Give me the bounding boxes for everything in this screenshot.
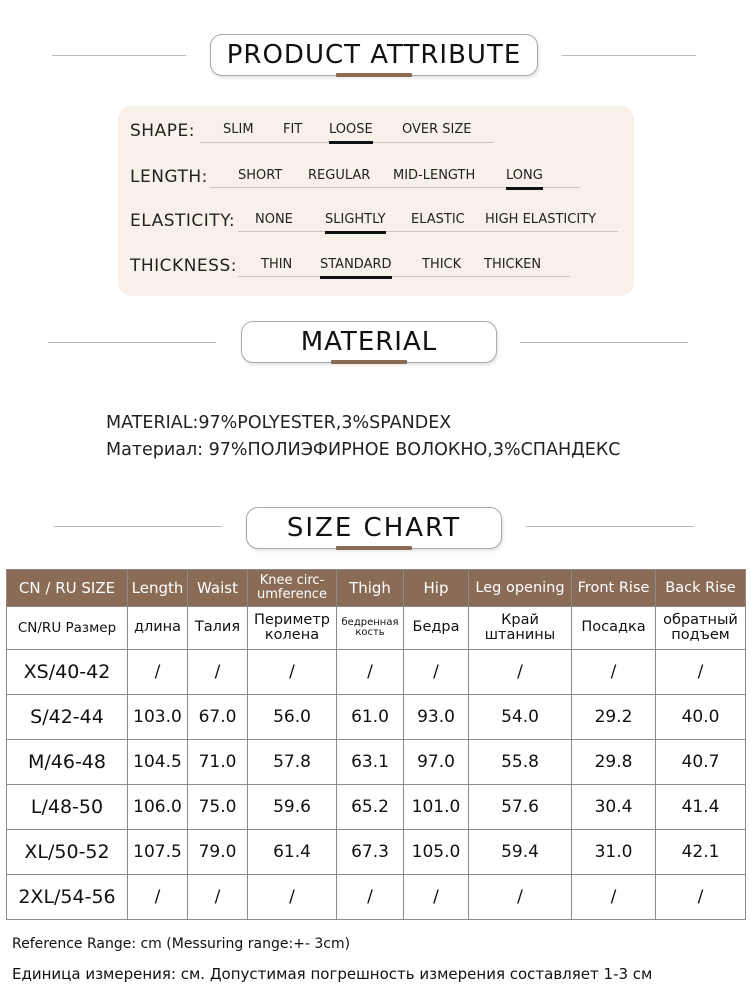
measurement-cell: 67.3	[337, 830, 404, 875]
heading-accent-bar	[336, 546, 412, 550]
measurement-cell: 104.5	[128, 740, 188, 785]
option-loose-selected: LOOSE	[329, 122, 373, 137]
option-mid-length: MID-LENGTH	[393, 168, 476, 183]
size-cell: L/48-50	[7, 785, 128, 830]
table-row	[7, 830, 746, 875]
header-cell-back-rise: Back Rise	[656, 570, 746, 607]
attribute-label-length: LENGTH:	[130, 167, 208, 187]
option-elastic: ELASTIC	[411, 212, 465, 227]
measurement-cell: /	[572, 650, 656, 695]
size-chart-table	[6, 569, 746, 920]
measurement-cell: /	[572, 875, 656, 920]
header-cell-thigh: Thigh	[337, 570, 404, 607]
measurement-cell: 67.0	[188, 695, 248, 740]
measurement-cell: /	[337, 650, 404, 695]
option-slim: SLIM	[223, 122, 254, 137]
measurement-cell: /	[656, 650, 746, 695]
measurement-cell: /	[188, 650, 248, 695]
measurement-cell: /	[404, 650, 469, 695]
table-row	[7, 785, 746, 830]
header-cell-size-ru: CN/RU Размер	[7, 607, 128, 650]
heading-accent-bar	[336, 73, 412, 77]
option-fit: FIT	[283, 122, 303, 137]
measurement-cell: 40.0	[656, 695, 746, 740]
measurement-cell: 105.0	[404, 830, 469, 875]
header-cell-length-ru: длина	[128, 607, 188, 650]
measurement-cell: /	[469, 650, 572, 695]
measurement-cell: 30.4	[572, 785, 656, 830]
header-cell-knee-ru: Периметр колена	[248, 607, 337, 650]
measurement-cell: 93.0	[404, 695, 469, 740]
attribute-label-elasticity: ELASTICITY:	[130, 211, 236, 231]
section-heading-text: SIZE CHART	[286, 513, 462, 543]
size-cell: S/42-44	[7, 695, 128, 740]
section-heading-text: PRODUCT ATTRIBUTE	[226, 40, 522, 70]
attribute-underline	[238, 276, 570, 277]
header-cell-waist-ru: Талия	[188, 607, 248, 650]
section-heading-material	[241, 321, 497, 363]
table-row	[7, 650, 746, 695]
table-row	[7, 740, 746, 785]
header-cell-front-rise: Front Rise	[572, 570, 656, 607]
option-slightly-selected: SLIGHTLY	[325, 212, 386, 227]
header-cell-length: Length	[128, 570, 188, 607]
header-cell-hip-ru: Бедра	[404, 607, 469, 650]
option-regular: REGULAR	[308, 168, 371, 183]
header-cell-leg-opening-ru: Край штанины	[469, 607, 572, 650]
measurement-cell: 65.2	[337, 785, 404, 830]
measurement-cell: 41.4	[656, 785, 746, 830]
divider-left	[52, 55, 186, 56]
material-text-ru: Материал: 97%ПОЛИЭФИРНОЕ ВОЛОКНО,3%СПАНДЕКС	[106, 440, 621, 460]
option-high-elasticity: HIGH ELASTICITY	[485, 212, 597, 227]
measurement-cell: /	[404, 875, 469, 920]
measurement-cell: 101.0	[404, 785, 469, 830]
measurement-cell: 29.8	[572, 740, 656, 785]
measurement-cell: /	[188, 875, 248, 920]
measurement-cell: 31.0	[572, 830, 656, 875]
option-standard-selected: STANDARD	[320, 257, 392, 272]
measurement-cell: /	[128, 875, 188, 920]
section-heading-product-attribute	[210, 34, 538, 76]
measurement-cell: 57.8	[248, 740, 337, 785]
measurement-cell: 42.1	[656, 830, 746, 875]
measurement-cell: 75.0	[188, 785, 248, 830]
material-text-en: MATERIAL:97%POLYESTER,3%SPANDEX	[106, 413, 452, 433]
option-thin: THIN	[261, 257, 293, 272]
attribute-label-thickness: THICKNESS:	[130, 256, 237, 276]
measurement-cell: 55.8	[469, 740, 572, 785]
measurement-cell: 59.6	[248, 785, 337, 830]
measurement-cell: 57.6	[469, 785, 572, 830]
option-none: NONE	[255, 212, 293, 227]
divider-right	[562, 55, 696, 56]
measurement-cell: 79.0	[188, 830, 248, 875]
header-cell-hip: Hip	[404, 570, 469, 607]
measurement-cell: /	[469, 875, 572, 920]
measurement-cell: 107.5	[128, 830, 188, 875]
measurement-cell: /	[248, 650, 337, 695]
measurement-cell: /	[128, 650, 188, 695]
option-thicken: THICKEN	[484, 257, 542, 272]
measurement-note-ru: Единица измерения: см. Допустимая погрешность измерения составляет 1-3 см	[12, 965, 653, 983]
table-header-row	[7, 570, 746, 607]
header-cell-back-rise-ru: обратный подъем	[656, 607, 746, 650]
size-cell: 2XL/54-56	[7, 875, 128, 920]
option-long-selected: LONG	[506, 168, 543, 183]
measurement-cell: /	[656, 875, 746, 920]
section-heading-size-chart	[246, 507, 502, 549]
measurement-cell: 103.0	[128, 695, 188, 740]
divider-right	[520, 342, 688, 343]
measurement-cell: 106.0	[128, 785, 188, 830]
measurement-cell: 63.1	[337, 740, 404, 785]
divider-left	[48, 342, 216, 343]
measurement-cell: /	[248, 875, 337, 920]
reference-range-note: Reference Range: cm (Messuring range:+- 3cm)	[12, 936, 351, 952]
option-over-size: OVER SIZE	[402, 122, 472, 137]
section-heading-text: MATERIAL	[300, 327, 438, 357]
divider-left	[54, 526, 222, 527]
measurement-cell: 59.4	[469, 830, 572, 875]
option-thick: THICK	[422, 257, 462, 272]
header-cell-thigh-ru: бедренная кость	[337, 607, 404, 650]
header-cell-knee: Knee circ- umference	[248, 570, 337, 607]
table-row	[7, 875, 746, 920]
measurement-cell: 61.0	[337, 695, 404, 740]
attribute-underline	[238, 231, 618, 232]
header-cell-leg-opening: Leg opening	[469, 570, 572, 607]
measurement-cell: 54.0	[469, 695, 572, 740]
measurement-cell: 97.0	[404, 740, 469, 785]
attribute-label-shape: SHAPE:	[130, 121, 195, 141]
header-cell-front-rise-ru: Посадка	[572, 607, 656, 650]
table-row	[7, 695, 746, 740]
measurement-cell: 71.0	[188, 740, 248, 785]
measurement-cell: 56.0	[248, 695, 337, 740]
heading-accent-bar	[331, 360, 407, 364]
option-short: SHORT	[238, 168, 283, 183]
size-cell: M/46-48	[7, 740, 128, 785]
measurement-cell: 29.2	[572, 695, 656, 740]
header-cell-waist: Waist	[188, 570, 248, 607]
size-cell: XS/40-42	[7, 650, 128, 695]
size-cell: XL/50-52	[7, 830, 128, 875]
measurement-cell: 61.4	[248, 830, 337, 875]
table-header-row-ru	[7, 607, 746, 650]
header-cell-size: CN / RU SIZE	[7, 570, 128, 607]
measurement-cell: /	[337, 875, 404, 920]
measurement-cell: 40.7	[656, 740, 746, 785]
divider-right	[526, 526, 694, 527]
